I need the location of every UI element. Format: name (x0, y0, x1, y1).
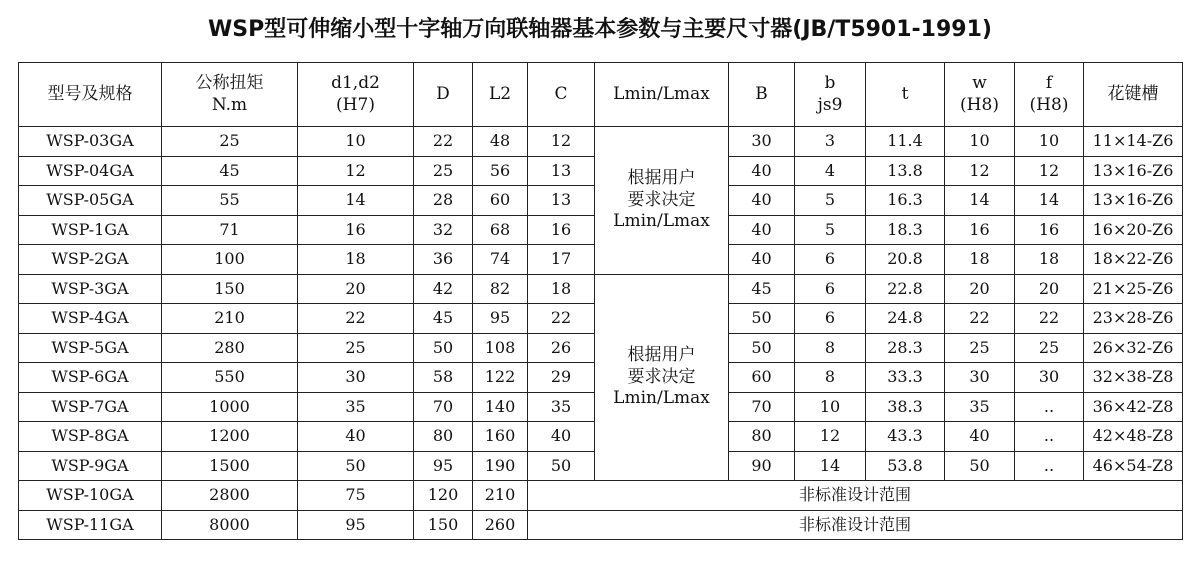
cell-f: 18 (1015, 245, 1084, 275)
cell-B: 45 (729, 274, 795, 304)
cell-w: 20 (945, 274, 1015, 304)
lmin-group-note: 根据用户 要求决定 Lmin/Lmax (595, 274, 729, 481)
lmin-group-note: 根据用户 要求决定 Lmin/Lmax (595, 127, 729, 275)
cell-L2: 260 (473, 510, 528, 540)
cell-C: 18 (528, 274, 595, 304)
cell-D: 42 (414, 274, 473, 304)
cell-b: 6 (795, 274, 866, 304)
cell-b: 12 (795, 422, 866, 452)
cell-D: 32 (414, 215, 473, 245)
cell-w: 30 (945, 363, 1015, 393)
cell-B: 40 (729, 215, 795, 245)
header-lmin: Lmin/Lmax (595, 63, 729, 127)
cell-D: 36 (414, 245, 473, 275)
cell-L2: 74 (473, 245, 528, 275)
cell-C: 29 (528, 363, 595, 393)
cell-C: 40 (528, 422, 595, 452)
cell-w: 35 (945, 392, 1015, 422)
page-title: WSP型可伸缩小型十字轴万向联轴器基本参数与主要尺寸器(JB/T5901-1991) (208, 17, 992, 42)
cell-d: 14 (298, 186, 414, 216)
cell-B: 40 (729, 156, 795, 186)
cell-w: 12 (945, 156, 1015, 186)
cell-w: 10 (945, 127, 1015, 157)
cell-b: 3 (795, 127, 866, 157)
cell-D: 22 (414, 127, 473, 157)
cell-t: 16.3 (866, 186, 945, 216)
cell-torque: 71 (162, 215, 298, 245)
cell-model: WSP-9GA (19, 451, 162, 481)
cell-spline: 36×42-Z8 (1084, 392, 1183, 422)
cell-L2: 190 (473, 451, 528, 481)
cell-D: 28 (414, 186, 473, 216)
cell-spline: 26×32-Z6 (1084, 333, 1183, 363)
cell-spline: 11×14-Z6 (1084, 127, 1183, 157)
cell-spline: 16×20-Z6 (1084, 215, 1183, 245)
cell-torque: 1000 (162, 392, 298, 422)
cell-d: 30 (298, 363, 414, 393)
table-row (19, 510, 1183, 540)
cell-spline: 46×54-Z8 (1084, 451, 1183, 481)
cell-D: 45 (414, 304, 473, 334)
cell-model: WSP-8GA (19, 422, 162, 452)
cell-spline: 13×16-Z6 (1084, 186, 1183, 216)
cell-b: 5 (795, 215, 866, 245)
cell-t: 33.3 (866, 363, 945, 393)
cell-f: 20 (1015, 274, 1084, 304)
cell-b: 10 (795, 392, 866, 422)
cell-d: 75 (298, 481, 414, 511)
cell-D: 25 (414, 156, 473, 186)
cell-d: 25 (298, 333, 414, 363)
cell-b: 14 (795, 451, 866, 481)
cell-f: 30 (1015, 363, 1084, 393)
cell-L2: 56 (473, 156, 528, 186)
table-row (19, 127, 1183, 157)
cell-f: .. (1015, 392, 1084, 422)
cell-B: 90 (729, 451, 795, 481)
cell-w: 25 (945, 333, 1015, 363)
cell-b: 8 (795, 333, 866, 363)
cell-torque: 100 (162, 245, 298, 275)
cell-torque: 1200 (162, 422, 298, 452)
cell-B: 50 (729, 304, 795, 334)
header-t: t (866, 63, 945, 127)
cell-d: 22 (298, 304, 414, 334)
cell-t: 22.8 (866, 274, 945, 304)
cell-C: 16 (528, 215, 595, 245)
header-D: D (414, 63, 473, 127)
cell-L2: 60 (473, 186, 528, 216)
cell-f: 25 (1015, 333, 1084, 363)
cell-torque: 25 (162, 127, 298, 157)
cell-w: 50 (945, 451, 1015, 481)
header-d: d1,d2 (H7) (298, 63, 414, 127)
cell-torque: 45 (162, 156, 298, 186)
cell-model: WSP-2GA (19, 245, 162, 275)
cell-model: WSP-04GA (19, 156, 162, 186)
header-torque: 公称扭矩 N.m (162, 63, 298, 127)
cell-torque: 150 (162, 274, 298, 304)
cell-w: 40 (945, 422, 1015, 452)
cell-model: WSP-05GA (19, 186, 162, 216)
header-row (19, 63, 1183, 127)
cell-D: 150 (414, 510, 473, 540)
header-f: f (H8) (1015, 63, 1084, 127)
cell-L2: 68 (473, 215, 528, 245)
cell-w: 14 (945, 186, 1015, 216)
cell-model: WSP-4GA (19, 304, 162, 334)
cell-C: 13 (528, 156, 595, 186)
cell-b: 6 (795, 245, 866, 275)
cell-d: 20 (298, 274, 414, 304)
cell-d: 40 (298, 422, 414, 452)
cell-L2: 210 (473, 481, 528, 511)
cell-B: 80 (729, 422, 795, 452)
cell-C: 50 (528, 451, 595, 481)
cell-t: 43.3 (866, 422, 945, 452)
cell-f: .. (1015, 451, 1084, 481)
cell-w: 18 (945, 245, 1015, 275)
cell-d: 10 (298, 127, 414, 157)
cell-L2: 108 (473, 333, 528, 363)
cell-b: 4 (795, 156, 866, 186)
cell-spline: 21×25-Z6 (1084, 274, 1183, 304)
cell-d: 50 (298, 451, 414, 481)
cell-model: WSP-03GA (19, 127, 162, 157)
cell-f: 10 (1015, 127, 1084, 157)
cell-L2: 122 (473, 363, 528, 393)
cell-t: 13.8 (866, 156, 945, 186)
cell-D: 50 (414, 333, 473, 363)
cell-C: 17 (528, 245, 595, 275)
cell-w: 16 (945, 215, 1015, 245)
cell-spline: 18×22-Z6 (1084, 245, 1183, 275)
cell-D: 70 (414, 392, 473, 422)
cell-model: WSP-1GA (19, 215, 162, 245)
cell-d: 35 (298, 392, 414, 422)
header-C: C (528, 63, 595, 127)
cell-B: 60 (729, 363, 795, 393)
cell-d: 12 (298, 156, 414, 186)
cell-b: 6 (795, 304, 866, 334)
cell-f: 16 (1015, 215, 1084, 245)
cell-B: 70 (729, 392, 795, 422)
cell-t: 20.8 (866, 245, 945, 275)
cell-f: 22 (1015, 304, 1084, 334)
header-model: 型号及规格 (19, 63, 162, 127)
cell-torque: 2800 (162, 481, 298, 511)
nonstandard-note: 非标准设计范围 (528, 510, 1183, 540)
header-B: B (729, 63, 795, 127)
cell-model: WSP-10GA (19, 481, 162, 511)
cell-C: 22 (528, 304, 595, 334)
cell-f: .. (1015, 422, 1084, 452)
cell-spline: 13×16-Z6 (1084, 156, 1183, 186)
cell-C: 13 (528, 186, 595, 216)
cell-D: 95 (414, 451, 473, 481)
cell-b: 8 (795, 363, 866, 393)
cell-D: 120 (414, 481, 473, 511)
cell-B: 30 (729, 127, 795, 157)
cell-B: 40 (729, 245, 795, 275)
cell-model: WSP-5GA (19, 333, 162, 363)
spec-table (18, 62, 1183, 540)
nonstandard-note: 非标准设计范围 (528, 481, 1183, 511)
header-spline: 花键槽 (1084, 63, 1183, 127)
cell-model: WSP-7GA (19, 392, 162, 422)
cell-L2: 140 (473, 392, 528, 422)
cell-model: WSP-11GA (19, 510, 162, 540)
cell-f: 14 (1015, 186, 1084, 216)
cell-C: 35 (528, 392, 595, 422)
table-row (19, 481, 1183, 511)
header-b: b js9 (795, 63, 866, 127)
cell-spline: 32×38-Z8 (1084, 363, 1183, 393)
cell-C: 26 (528, 333, 595, 363)
header-w: w (H8) (945, 63, 1015, 127)
cell-torque: 210 (162, 304, 298, 334)
cell-t: 28.3 (866, 333, 945, 363)
cell-torque: 550 (162, 363, 298, 393)
cell-L2: 160 (473, 422, 528, 452)
cell-t: 53.8 (866, 451, 945, 481)
cell-w: 22 (945, 304, 1015, 334)
cell-L2: 95 (473, 304, 528, 334)
cell-torque: 55 (162, 186, 298, 216)
cell-torque: 280 (162, 333, 298, 363)
cell-d: 18 (298, 245, 414, 275)
cell-L2: 82 (473, 274, 528, 304)
cell-D: 58 (414, 363, 473, 393)
cell-t: 18.3 (866, 215, 945, 245)
cell-D: 80 (414, 422, 473, 452)
cell-B: 40 (729, 186, 795, 216)
cell-B: 50 (729, 333, 795, 363)
header-L2: L2 (473, 63, 528, 127)
cell-f: 12 (1015, 156, 1084, 186)
cell-L2: 48 (473, 127, 528, 157)
cell-d: 95 (298, 510, 414, 540)
cell-spline: 42×48-Z8 (1084, 422, 1183, 452)
cell-torque: 1500 (162, 451, 298, 481)
cell-d: 16 (298, 215, 414, 245)
cell-t: 24.8 (866, 304, 945, 334)
table-row (19, 274, 1183, 304)
cell-model: WSP-3GA (19, 274, 162, 304)
cell-C: 12 (528, 127, 595, 157)
cell-spline: 23×28-Z6 (1084, 304, 1183, 334)
cell-model: WSP-6GA (19, 363, 162, 393)
cell-t: 11.4 (866, 127, 945, 157)
cell-torque: 8000 (162, 510, 298, 540)
cell-t: 38.3 (866, 392, 945, 422)
cell-b: 5 (795, 186, 866, 216)
